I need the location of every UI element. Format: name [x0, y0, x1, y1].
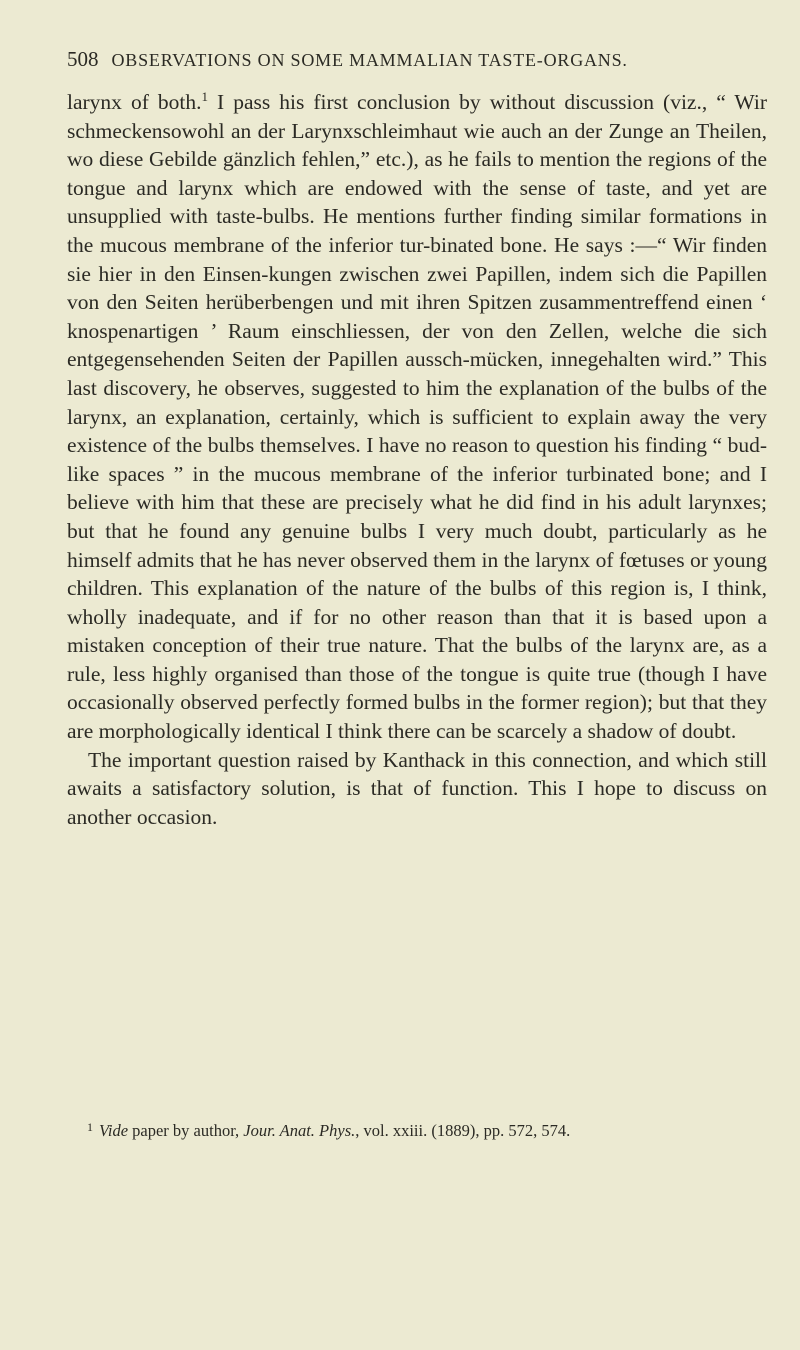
body-text — [67, 88, 767, 831]
running-title: OBSERVATIONS ON SOME MAMMALIAN TASTE-ORGANS. — [111, 50, 628, 70]
paragraph-1-rest: I pass his first conclusion by without discussion (viz., “ Wir schmeckensowohl an der Larynxschleimhaut wie auch an der Zunge an Theilen, wo diese Gebilde gänzlich fehlen,” etc.), as he fails to mention the regions of the tongue and larynx which are endowed with the sense of taste, and yet are unsupplied with taste-bulbs. He mentions further finding similar formations in the mucous membrane of the inferior tur-binated bone. He says :—“ Wir finden sie hier in den Einsen-kungen zwischen zwei Papillen, indem sich die Papillen von den Seiten herüberbengen und mit ihren Spitzen zusammentreffend einen ‘ knospenartigen ’ Raum einschliessen, der von den Zellen, welche die sich entgegensehenden Seiten der Papillen aussch-mücken, innegehalten wird.” This last discovery, he observes, suggested to him the explanation of the bulbs of the larynx, an explanation, certainly, which is sufficient to explain away the very existence of the bulbs themselves. I have no reason to question his finding “ bud-like spaces ” in the mucous membrane of the inferior turbinated bone; and I believe with him that these are precisely what he did find in his adult larynxes; but that he found any genuine bulbs I very much doubt, particularly as he himself admits that he has never observed them in the larynx of fœtuses or young children. This explanation of the nature of the bulbs of this region is, I think, wholly inadequate, and if for no other reason than that it is based upon a mistaken conception of their true nature. That the bulbs of the larynx are, as a rule, less highly organised than those of the tongue is quite true (though I have occasionally observed perfectly formed bulbs in the former region); but that they are morphologically identical I think there can be scarcely a shadow of doubt. — [67, 90, 767, 744]
footnote-text-2: , vol. xxiii. (1889), pp. 572, 574. — [355, 1121, 571, 1140]
running-header — [67, 46, 747, 73]
paragraph-1-start: larynx of both. — [67, 90, 202, 114]
paragraph-2: The important question raised by Kanthack in this connection, and which still awaits a satisfactory solution, is that of function. This I hope to discuss on another occasion. — [67, 747, 767, 829]
footnote-marker: 1 — [87, 1120, 93, 1134]
footnote — [87, 1116, 767, 1142]
footnote-vide: Vide — [99, 1121, 129, 1140]
page-number: 508 — [67, 47, 99, 71]
paragraph-1 — [67, 88, 767, 746]
footnote-text-1: paper by author, — [128, 1121, 244, 1140]
footnote-reference: 1 — [201, 88, 208, 104]
footnote-journal: Jour. Anat. Phys. — [243, 1121, 356, 1140]
